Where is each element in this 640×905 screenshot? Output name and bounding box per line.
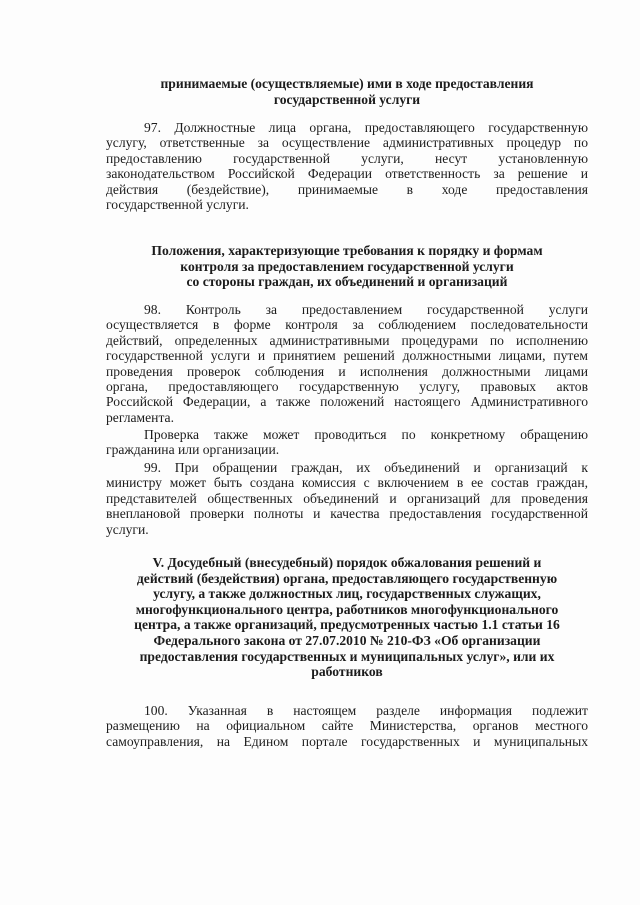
- text-line: Российской Федерации, а также положений настоящего Административного: [106, 394, 588, 410]
- heading-line: со стороны граждан, их объединений и организаций: [186, 274, 508, 290]
- heading-section-v: [106, 555, 588, 680]
- text-line: проведения проверок соблюдения и исполнения должностными лицами: [106, 363, 588, 379]
- text-line: предоставлению государственной услуги, несут установленную: [106, 150, 588, 166]
- heading-line: предоставления государственных и муниципальных услуг», или их: [139, 648, 555, 664]
- text-line: 99. При обращении граждан, их объединений и организаций к: [144, 460, 588, 475]
- heading-line: Положения, характеризующие требования к порядку и формам: [151, 243, 543, 258]
- heading-line: услугу, а также должностных лиц, государственных служащих,: [153, 586, 541, 602]
- heading-citizen-control: [106, 243, 588, 290]
- text-line: органа, предоставляющего государственную услугу, правовых актов: [106, 379, 588, 395]
- text-line: государственной услуги.: [106, 197, 249, 213]
- text-line: размещению на официальном сайте Министерства, органов местного: [106, 718, 588, 734]
- text-line: услугу, ответственные за осуществление административных процедур по: [106, 135, 588, 151]
- heading-line: многофункционального центра, работников многофункционального: [135, 601, 559, 617]
- text-line: 97. Должностные лица органа, предоставляющего государственную: [144, 120, 588, 135]
- heading-line: государственной услуги: [273, 91, 421, 107]
- text-line: представителей общественных объединений и организаций для проведения: [106, 490, 588, 506]
- heading-line: центра, а также организаций, предусмотренных частью 1.1 статьи 16: [134, 617, 560, 633]
- text-line: внеплановой проверки полноты и качества предоставления государственной: [106, 506, 588, 522]
- heading-line: Федерального закона от 27.07.2010 № 210-ФЗ «Об организации: [153, 632, 541, 648]
- heading-line: принимаемые (осуществляемые) ими в ходе предоставления: [160, 76, 534, 91]
- text-line: законодательством Российской Федерации ответственность за решение и: [106, 166, 588, 182]
- heading-line: работников: [311, 664, 383, 680]
- heading-line: контроля за предоставлением государственной услуги: [180, 258, 514, 274]
- text-line: гражданина или организации.: [106, 442, 280, 458]
- heading-line: V. Досудебный (внесудебный) порядок обжалования решений и: [152, 555, 542, 570]
- text-line: осуществляется в форме контроля за соблюдением последовательности: [106, 317, 588, 333]
- text-line: государственной услуги и принятием решений должностными лицами, путем: [106, 348, 588, 364]
- text-line: Проверка также может проводиться по конкретному обращению: [144, 427, 588, 442]
- text-line: самоуправления, на Едином портале государственных и муниципальных: [106, 733, 588, 749]
- text-line: 98. Контроль за предоставлением государственной услуги: [144, 302, 588, 317]
- paragraph-100: [106, 703, 588, 749]
- text-line: министру может быть создана комиссия с включением в ее состав граждан,: [106, 475, 588, 491]
- text-line: 100. Указанная в настоящем разделе информация подлежит: [144, 703, 588, 718]
- text-line: услуги.: [106, 521, 149, 537]
- paragraph-98: [106, 302, 588, 425]
- text-line: регламента.: [106, 409, 174, 425]
- paragraph-97: [106, 120, 588, 212]
- paragraph-99: [106, 460, 588, 537]
- text-line: действий, определенных административными процедурами по исполнению: [106, 332, 588, 348]
- heading-responsibility: [106, 76, 588, 107]
- text-line: действия (бездействие), принимаемые в ходе предоставления: [106, 181, 588, 197]
- heading-line: действий (бездействия) органа, предоставляющего государственную: [136, 570, 558, 586]
- paragraph-check: [106, 427, 588, 458]
